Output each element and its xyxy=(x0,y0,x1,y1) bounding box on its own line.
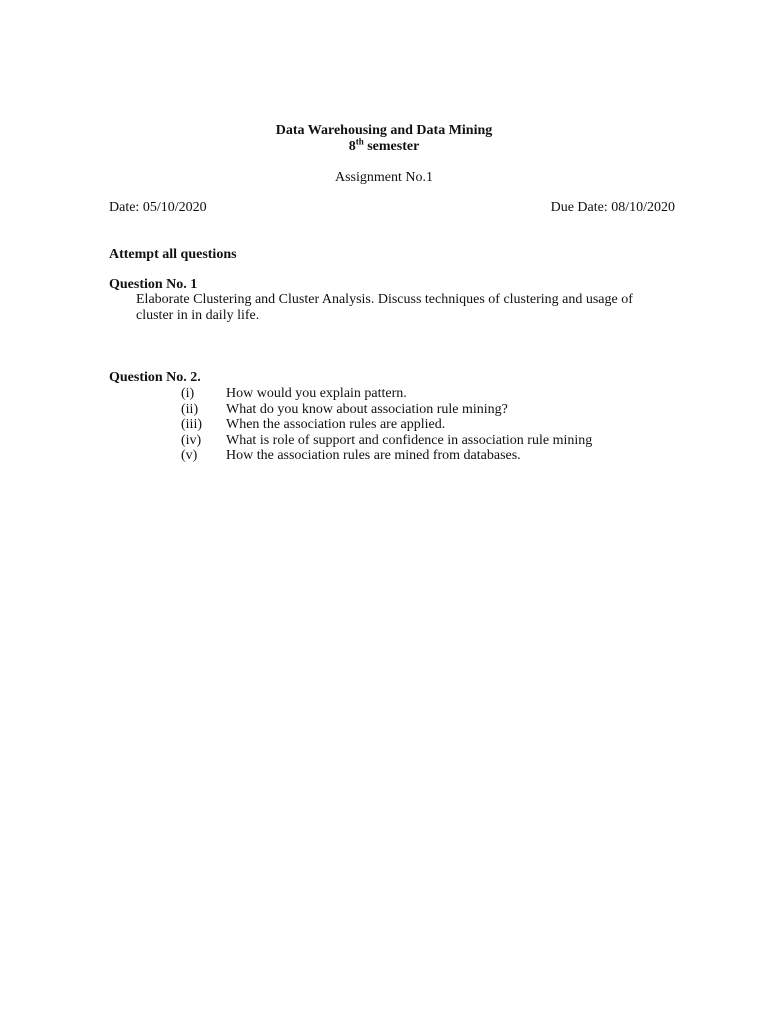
item-text: When the association rules are applied. xyxy=(226,417,446,432)
course-title: Data Warehousing and Data Mining xyxy=(275,123,493,138)
semester-suffix: th xyxy=(355,136,364,147)
list-item xyxy=(181,433,592,449)
question-2-list xyxy=(181,386,592,464)
list-item xyxy=(181,402,592,418)
item-number: (iii) xyxy=(181,417,202,432)
item-text: What is role of support and confidence in association rule mining xyxy=(226,432,593,448)
list-item xyxy=(181,417,592,433)
semester-number: 8 xyxy=(348,139,356,154)
question-1-line-2: cluster in in daily life. xyxy=(136,308,260,323)
question-1-body xyxy=(136,292,681,324)
item-number: (i) xyxy=(181,386,195,401)
instruction: Attempt all questions xyxy=(109,247,237,262)
item-number: (ii) xyxy=(181,401,199,417)
item-number: (iv) xyxy=(181,432,202,448)
item-text: How the association rules are mined from databases. xyxy=(226,448,521,463)
question-1-heading: Question No. 1 xyxy=(109,277,198,292)
semester-word: semester xyxy=(367,139,420,154)
item-text: How would you explain pattern. xyxy=(226,386,407,401)
assignment-number: Assignment No.1 xyxy=(335,170,433,185)
list-item xyxy=(181,386,592,402)
item-text: What do you know about association rule mining? xyxy=(226,401,508,417)
semester-line xyxy=(0,136,768,155)
item-number: (v) xyxy=(181,448,198,463)
due-date: Due Date: 08/10/2020 xyxy=(550,200,675,215)
issue-date: Date: 05/10/2020 xyxy=(109,200,207,215)
list-item xyxy=(181,448,592,464)
question-2-heading: Question No. 2. xyxy=(109,370,201,385)
question-1-line-1: Elaborate Clustering and Cluster Analysis. Discuss techniques of clustering and usage of xyxy=(136,292,633,307)
